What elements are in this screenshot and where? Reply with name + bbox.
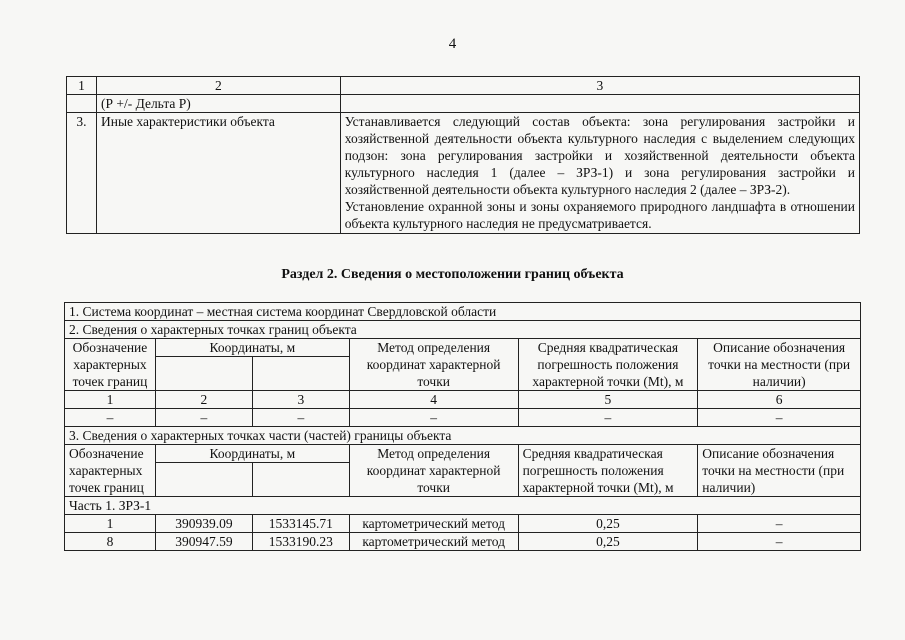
row-name: Иные характеристики объекта bbox=[96, 113, 340, 234]
dash-cell: – bbox=[155, 409, 252, 427]
boundary-table bbox=[64, 302, 861, 551]
coord-x: 390939.09 bbox=[155, 515, 252, 533]
table-header-row bbox=[65, 339, 861, 357]
header-cell-3: 3 bbox=[340, 77, 859, 95]
row-number: 3. bbox=[67, 113, 97, 234]
method: картометрический метод bbox=[349, 533, 518, 551]
point-id: 1 bbox=[65, 515, 156, 533]
col-accuracy: Средняя квадратическая погрешность положения характерной точки (Mt), м bbox=[518, 339, 698, 391]
part-points-title: 3. Сведения о характерных точках части (частей) границы объекта bbox=[65, 427, 861, 445]
table-row bbox=[65, 409, 861, 427]
description: – bbox=[698, 515, 861, 533]
coord-x: 390947.59 bbox=[155, 533, 252, 551]
dash-cell: – bbox=[252, 409, 349, 427]
accuracy: 0,25 bbox=[518, 533, 698, 551]
points-title: 2. Сведения о характерных точках границ объекта bbox=[65, 321, 861, 339]
description-para-1: Устанавливается следующий состав объекта: зона регулирования застройки и хозяйственной деятельности объекта культурного наследия с выделением следующих подзон: зона регулирования застройки и хозяйственной деятельности объекта культурного наследия 1 (далее – ЗРЗ-1) и зона регулирования застройки и хозяйственной деятельности объекта культурного наследия 2 (далее – ЗРЗ-2). bbox=[344, 114, 855, 197]
dash-cell: – bbox=[65, 409, 156, 427]
col-coords: Координаты, м bbox=[155, 339, 349, 357]
col-desc: Описание обозначения точки на местности (при наличии) bbox=[698, 339, 861, 391]
method: картометрический метод bbox=[349, 515, 518, 533]
table-row bbox=[65, 533, 861, 551]
part-label: Часть 1. ЗРЗ-1 bbox=[65, 497, 861, 515]
header-cell-1: 1 bbox=[67, 77, 97, 95]
column-numbers-row bbox=[65, 391, 861, 409]
row-description bbox=[340, 113, 859, 234]
coord-y: 1533145.71 bbox=[252, 515, 349, 533]
table-row bbox=[67, 95, 860, 113]
col-num-3: 3 bbox=[252, 391, 349, 409]
point-id: 8 bbox=[65, 533, 156, 551]
col-point: Обозначение характерных точек границ bbox=[65, 339, 156, 391]
table-row bbox=[67, 113, 860, 234]
dash-cell: – bbox=[518, 409, 698, 427]
coord-y: 1533190.23 bbox=[252, 533, 349, 551]
table-header-row bbox=[67, 77, 860, 95]
description-para-2: Установление охранной зоны и зоны охраняемого природного ландшафта в отношении объекта культурного наследия не предусматривается. bbox=[344, 199, 855, 231]
header-cell-2: 2 bbox=[96, 77, 340, 95]
col-num-1: 1 bbox=[65, 391, 156, 409]
col-num-2: 2 bbox=[155, 391, 252, 409]
page-number: 4 bbox=[448, 36, 457, 52]
col-method: Метод определения координат характерной точки bbox=[349, 339, 518, 391]
coord-system: 1. Система координат – местная система координат Свердловской области bbox=[65, 303, 861, 321]
characteristics-table bbox=[66, 76, 860, 234]
table-row bbox=[65, 515, 861, 533]
accuracy: 0,25 bbox=[518, 515, 698, 533]
table-header-row bbox=[65, 445, 861, 463]
col-accuracy: Средняя квадратическая погрешность положения характерной точки (Mt), м bbox=[518, 445, 698, 497]
dash-cell: – bbox=[349, 409, 518, 427]
col-coords: Координаты, м bbox=[155, 445, 349, 463]
col-num-5: 5 bbox=[518, 391, 698, 409]
dash-cell: – bbox=[698, 409, 861, 427]
description: – bbox=[698, 533, 861, 551]
section-title: Раздел 2. Сведения о местоположении границ объекта bbox=[281, 267, 624, 282]
col-point: Обозначение характерных точек границ bbox=[65, 445, 156, 497]
col-method: Метод определения координат характерной точки bbox=[349, 445, 518, 497]
col-num-4: 4 bbox=[349, 391, 518, 409]
col-desc: Описание обозначения точки на местности (при наличии) bbox=[698, 445, 861, 497]
col-num-6: 6 bbox=[698, 391, 861, 409]
continuation-text: (Р +/- Дельта Р) bbox=[96, 95, 340, 113]
